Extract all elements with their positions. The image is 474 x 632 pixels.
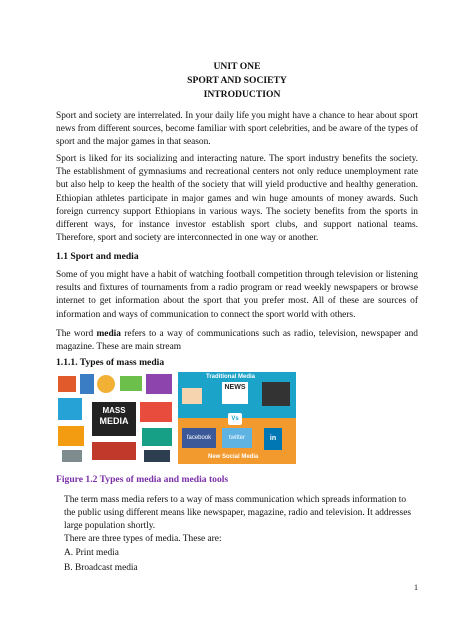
twitter-icon: twitter [222,428,252,448]
mass-label: MASS [102,406,126,415]
intro-heading: INTRODUCTION [203,89,281,100]
type-a-print: A. Print media [64,548,119,558]
traditional-vs-social-media [178,372,296,464]
type-b-broadcast: B. Broadcast media [64,563,138,573]
page-number: 1 [414,583,418,592]
media-definition: The word media refers to a way of communications such as radio, television, newspaper and magazine. These are main stream [56,329,418,353]
linkedin-icon: in [264,428,282,450]
tv-icon [262,382,290,406]
section-1-1-paragraph: Some of you might have a habit of watching football competition through television or listening results and fixtures of tournaments from a radio program or read weekly newspapers or browse internet to get information about the sport that you prefer most. All of these are sources of information and ways of communication to connect the sport world with others. [56,270,418,320]
facebook-icon: facebook [182,428,216,448]
section-1-1-title: 1.1 Sport and media [56,251,139,262]
new-social-media-label: New Social Media [208,454,259,460]
radio-icon [182,388,202,404]
figure-caption: Figure 1.2 Types of media and media tools [56,474,229,485]
paragraph-2: Sport is liked for its socializing and interacting nature. The sport industry benefits the society. The establishment of gymnasiums and recreational centers not only reduce unemployment rate but also help to keep the health of the society that will yield productive and healthy generation. Ethiopian athletes participate in major games and win huge amounts of money awards. Such foreign currency support Ethiopians in various ways. The society benefits from the sports in different ways, for instance investor establish sport clubs, and support national teams. Therefore, sport and society are interconnected in one way or another. [56,154,418,244]
mass-media-collage [56,372,176,464]
media-label: MEDIA [99,416,129,426]
newspaper-icon: NEWS [222,382,248,404]
versus-badge: Vs [228,413,242,425]
mass-media-paragraph: The term mass media refers to a way of mass communication which spreads information to the public using different means like newspaper, magazine, radio and television. It addresses large population shortly. [64,495,411,532]
title-heading: SPORT AND SOCIETY [187,75,287,86]
paragraph-1: Sport and society are interrelated. In your daily life you might have a chance to hear about sport news from different sources, become familiar with sport celebrities, and be aware of the types of sport and the major games in that season. [56,111,418,148]
traditional-media-label: Traditional Media [206,374,256,380]
types-intro: There are three types of media. These are: [64,534,222,544]
section-1-1-1-title: 1.1.1. Types of mass media [56,357,165,368]
unit-heading: UNIT ONE [213,61,261,72]
media-term: media [96,329,121,339]
